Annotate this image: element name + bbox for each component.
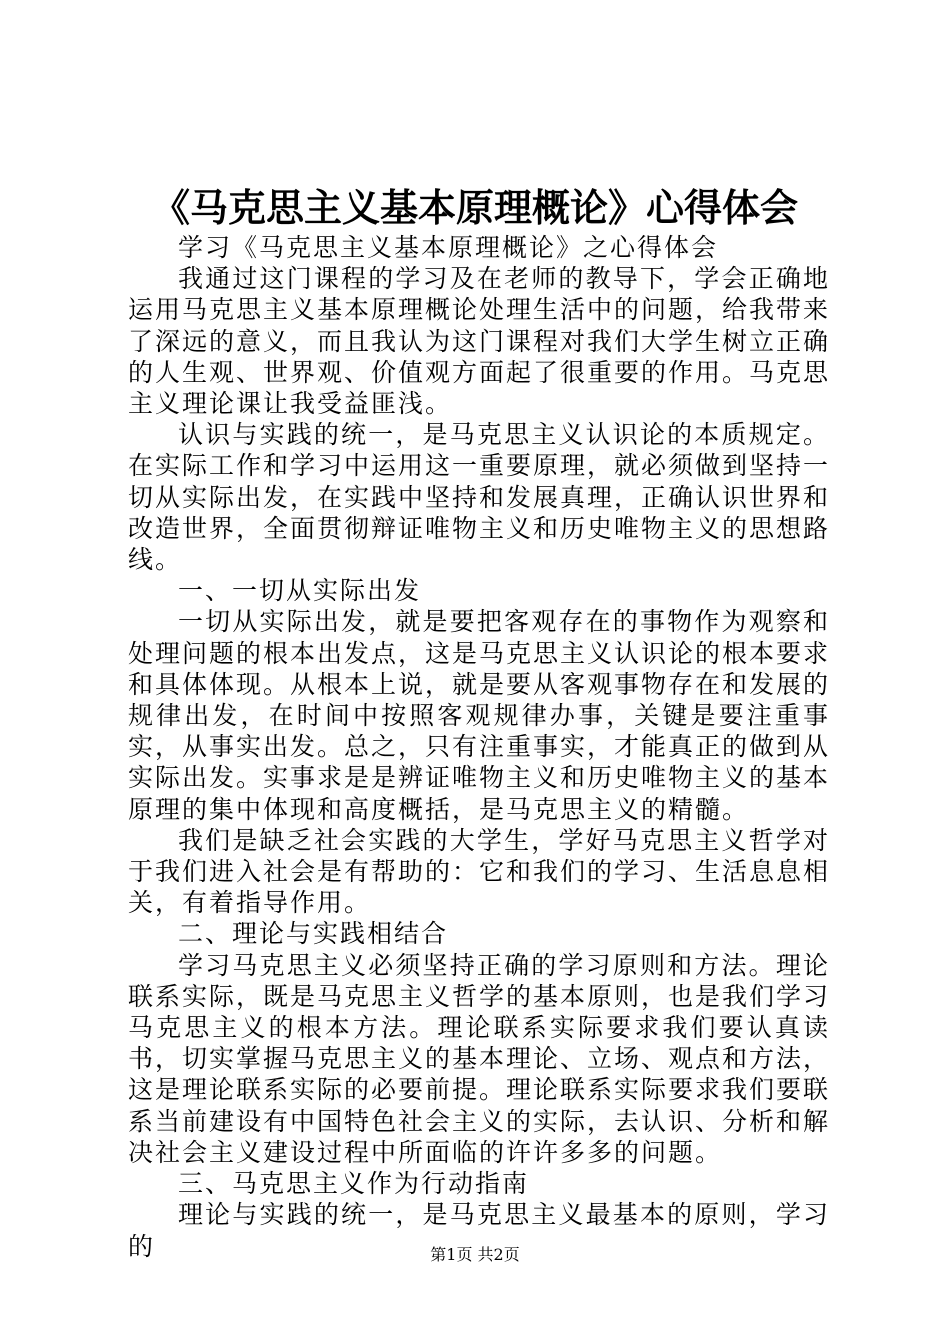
subtitle-paragraph: 学习《马克思主义基本原理概论》之心得体会 — [178, 233, 719, 262]
body-paragraph: 我们是缺乏社会实践的大学生，学好马克思主义哲学对于我们进入社会是有帮助的：它和我们的学习、生活息息相关，有着指导作用。 — [128, 825, 831, 918]
document-title: 《马克思主义基本原理概论》心得体会 — [151, 186, 798, 230]
section-heading: 一、一切从实际出发 — [178, 576, 422, 606]
page-number-footer: 第1页 共2页 — [430, 1245, 520, 1264]
body-paragraph: 学习马克思主义必须坚持正确的学习原则和方法。理论联系实际，既是马克思主义哲学的基本原则，也是我们学习马克思主义的根本方法。理论联系实际要求我们要认真读书，切实掌握马克思主义的基本理论、立场、观点和方法，这是理论联系实际的必要前提。理论联系实际要求我们要联系当前建设有中国特色社会主义的实际，去认识、分析和解决社会主义建设过程中所面临的许许多多的问题。 — [128, 950, 831, 1167]
body-paragraph: 理论与实践的统一，是马克思主义最基本的原则，学习的 — [128, 1200, 830, 1261]
body-paragraph: 一切从实际出发，就是要把客观存在的事物作为观察和处理问题的根本出发点，这是马克思主义认识论的根本要求和具体体现。从根本上说，就是要从客观事物存在和发展的规律出发，在时间中按照客观规律办事，关键是要注重事实，从事实出发。总之，只有注重事实，才能真正的做到从实际出发。实事求是是辨证唯物主义和历史唯物主义的基本原理的集中体现和高度概括，是马克思主义的精髓。 — [128, 607, 831, 824]
body-paragraph: 认识与实践的统一，是马克思主义认识论的本质规定。在实际工作和学习中运用这一重要原理，就必须做到坚持一切从实际出发，在实践中坚持和发展真理，正确认识世界和改造世界，全面贯彻辩证唯物主义和历史唯物主义的思想路线。 — [128, 420, 831, 575]
document-body — [128, 232, 830, 1262]
section-heading: 二、理论与实践相结合 — [178, 919, 449, 949]
body-paragraph: 我通过这门课程的学习及在老师的教导下，学会正确地运用马克思主义基本原理概论处理生活中的问题，给我带来了深远的意义，而且我认为这门课程对我们大学生树立正确的人生观、世界观、价值观方面起了很重要的作用。马克思主义理论课让我受益匪浅。 — [128, 264, 831, 419]
section-heading: 三、马克思主义作为行动指南 — [178, 1169, 530, 1199]
